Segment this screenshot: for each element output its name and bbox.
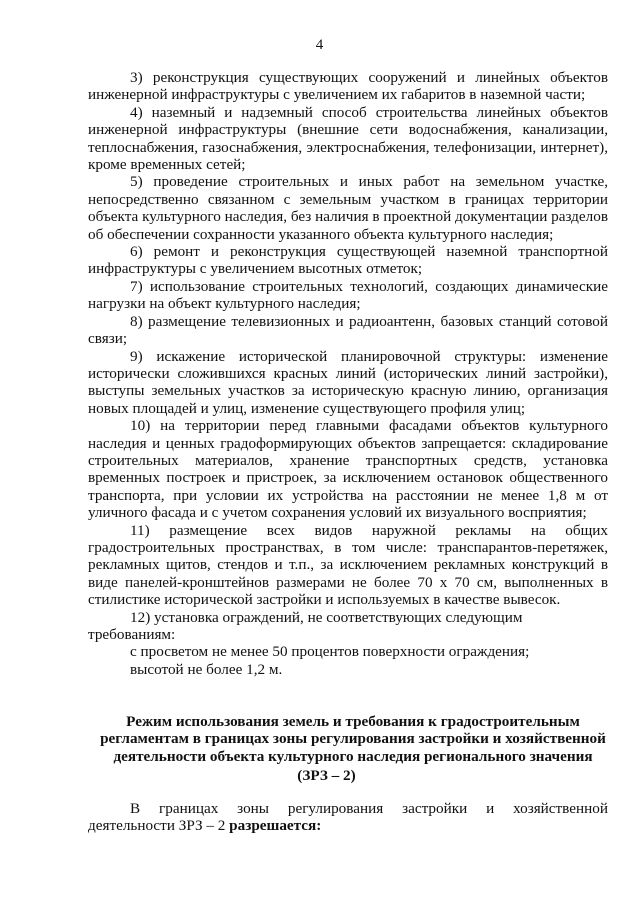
section-heading: Режим использования земель и требования к градостроительным регламентам в границах зоны регулирования застройки и хозяйственной деятельности объекта культурного наследия регионального значения	[100, 713, 606, 765]
list-item: 4) наземный и надземный способ строительства линейных объектов инженерной инфраструктуры (внешние сети водоснабжения, канализации, теплоснабжения, газоснабжения, электроснабжения, телефонизации, интернет), кроме временных сетей;	[88, 103, 608, 174]
list-item: 3) реконструкция существующих сооружений и линейных объектов инженерной инфраструктуры с увеличением их габаритов в наземной части;	[88, 69, 608, 104]
closing-bold: разрешается:	[229, 817, 322, 835]
list-item: 11) размещение всех видов наружной рекламы на общих градостроительных пространствах, в том числе: транспарантов-перетяжек, рекламных щитов, стендов и т.п., за исключением рекламных конструкций в виде панелей-кронштейнов размерами не более 70 х 70 см, выполненных в стилистике исторической застройки и используемых в качестве вывесок.	[88, 521, 608, 609]
list-item: 10) на территории перед главными фасадами объектов культурного наследия и ценных градоформирующих объектов запрещается: складирование строительных материалов, хранение транспортных средств, установка временных построек и пристроек, за исключением остановок общественного транспорта, при условии их устройства на расстоянии не менее 1,8 м от уличного фасада и с учетом сохранения условий их визуального восприятия;	[88, 417, 608, 522]
list-item-12: 12) установка ограждений, не соответствующих следующим требованиям:	[88, 608, 523, 643]
zone-code: (ЗРЗ – 2)	[297, 767, 356, 784]
list-item: 5) проведение строительных и иных работ на земельном участке, непосредственно связанном с земельным участком в границах территории объекта культурного наследия, без наличия в проектной документации разделов об обеспечении сохранности указанного объекта культурного наследия;	[88, 173, 608, 243]
list-item: 6) ремонт и реконструкция существующей наземной транспортной инфраструктуры с увеличением высотных отметок;	[88, 243, 608, 278]
list-item: 7) использование строительных технологий, создающих динамические нагрузки на объект культурного наследия;	[88, 277, 608, 313]
list-item: 9) искажение исторической планировочной структуры: изменение исторически сложившихся красных линий (исторических линий застройки), выступы земельных участков за историческую красную линию, организация новых площадей и улиц, изменение существующего профиля улиц;	[88, 347, 608, 417]
closing-text: В границах зоны регулирования застройки и хозяйственной деятельности ЗРЗ – 2	[88, 800, 608, 835]
prohibitions-list	[88, 69, 608, 678]
page-number: 4	[315, 37, 324, 53]
fence-requirement-clearance: с просветом не менее 50 процентов поверхности ограждения;	[130, 643, 530, 661]
list-item: 8) размещение телевизионных и радиоантенн, базовых станций сотовой связи;	[88, 312, 608, 348]
closing-paragraph	[88, 800, 608, 835]
fence-requirement-height: высотой не более 1,2 м.	[130, 660, 283, 678]
